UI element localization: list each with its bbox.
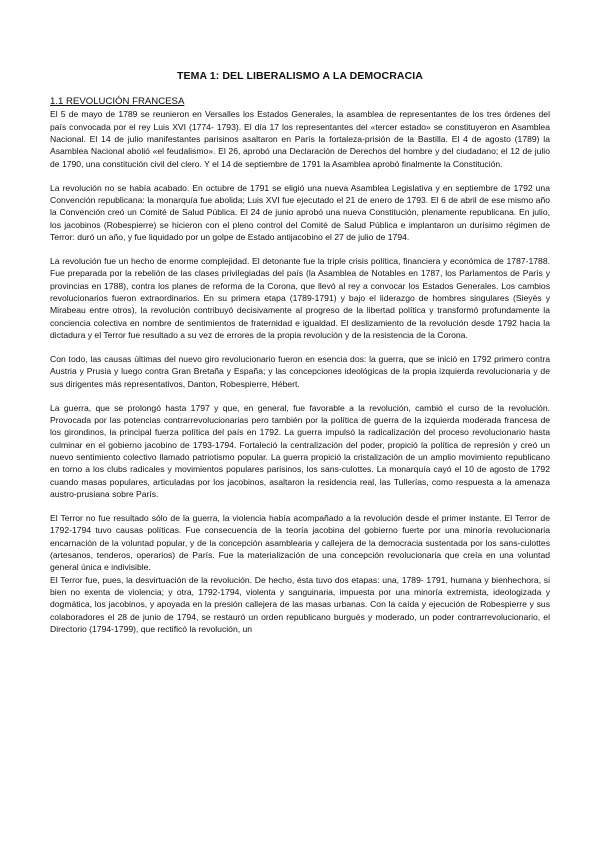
section-heading: 1.1 REVOLUCIÓN FRANCESA xyxy=(50,96,185,107)
paragraph-causas: Con todo, las causas últimas del nuevo giro revolucionario fueron en esencia dos: la guerra, que se inició en 1792 primero contra Austria y Prusia y luego contra Gran Bretaña y España; y las concepciones ideológicas de la propia izquierda revolucionaria y de sus dirigentes más representativos, Danton, Robespierre, Hébert. xyxy=(50,354,550,389)
paragraph-desvirtuacion: El Terror fue, pues, la desvirtuación de la revolución. De hecho, ésta tuvo dos etapas: una, 1789- 1791, humana y bienhechora, si bien no exenta de violencia; y otra, 1792-1794, violenta y sanguinaria, impuesta por una minoría extremista, ideologizada y dogmática, los jacobinos, y apoyada en la presión callejera de las masas urbanas. Con la caída y ejecución de Robespierre y sus colaboradores el 28 de junio de 1794, se restauró un orden republicano burgués y moderado, un poder contrarrevolucionario, el Directorio (1794-1799), que rectificó la revolución, un xyxy=(50,574,550,635)
paragraph-guerra: La guerra, que se prolongó hasta 1797 y que, en general, fue favorable a la revolución, cambió el curso de la revolución. Provocada por las potencias contrarrevolucionarias pero también por la política de guerra de la izquierda moderada francesa de los girondinos, la principal fuerza política del país en 1792. La guerra impulsó la radicalización del proceso revolucionario hasta culminar en el gobierno jacobino de 1793-1794. Fortaleció la centralización del poder, propició la política de represión y creó un nuevo sentimiento colectivo llamado patriotismo popular. La guerra propició la cristalización de un amplio movimiento republicano en torno a los clubs radicales y movimientos populares parisinos, los sans-culottes. La monarquía cayó el 10 de agosto de 1792 cuando masas populares, articuladas por los jacobinos, asaltaron la residencia real, las Tullerías, como respuesta a la amenaza austro-prusiana sobre París. xyxy=(50,402,550,500)
paragraph-convencion: La revolución no se había acabado. En octubre de 1791 se eligió una nueva Asamblea Legislativa y en septiembre de 1792 una Convención republicana: la monarquía fue abolida; Luis XVI fue ejecutado el 21 de enero de 1793. El 6 de abril de ese mismo año la Convención creó un Comité de Salud Pública. El 24 de junio aprobó una nueva Constitución, plenamente republicana. En julio, los jacobinos (Robespierre) se hicieron con el pleno control del Comité de Salud Pública e implantaron un durísimo régimen de Terror: duró un año, y fue liquidado por un golpe de Estado antijacobino el 27 de julio de 1794. xyxy=(50,182,550,243)
paragraph-estados-generales: El 5 de mayo de 1789 se reunieron en Versalles los Estados Generales, la asamblea de representantes de los tres órdenes del país convocada por el rey Luis XVI (1774- 1793). El día 17 los representantes del «tercer estado» se constituyeron en Asamblea Nacional. El 14 de julio manifestantes parisinos asaltaron en París la fortaleza-prisión de la Bastilla. El 4 de agosto (1789) la Asamblea Nacional abolió «el feudalismo». El 26, aprobó una Declaración de Derechos del hombre y del ciudadano; el 12 de julio de 1790, una constitución civil del clero. Y el 14 de septiembre de 1791 la Asamblea aprobó finalmente la Constitución. xyxy=(50,109,550,169)
page-title: TEMA 1: DEL LIBERALISMO A LA DEMOCRACIA xyxy=(177,70,423,82)
paragraph-complejidad: La revolución fue un hecho de enorme complejidad. El detonante fue la triple crisis política, financiera y económica de 1787-1788. Fue preparada por la rebelión de las clases privilegiadas del país (la Asamblea de Notables en 1787, los Parlamentos de París y provincias en 1788), contra los planes de reforma de la Corona, que llevó al rey a convocar los Estados Generales. Los cambios revolucionarios fueron extraordinarios. En su primera etapa (1789-1791) y bajo el liderazgo de hombres singulares (Sieyès y Mirabeau entre otros), la revolución contribuyó decisivamente al progreso de la libertad política y transformó profundamente la conciencia colectiva en nombre de sentimientos de fraternidad e igualdad. El deslizamiento de la revolución desde 1792 hacia la dictadura y el Terror fue resultado a su vez de errores de la propia revolución y de la resistencia de la Corona. xyxy=(50,256,550,341)
paragraph-terror: El Terror no fue resultado sólo de la guerra, la violencia había acompañado a la revolución desde el primer instante. El Terror de 1792-1794 tuvo causas políticas. Fue consecuencia de la teoría jacobina del gobierno fuerte por una minoría revolucionaria encarnación de la voluntad popular, y de la concepción asamblearia y callejera de la democracia sustentada por los sans-culottes (artesanos, tenderos, operarios) de París. Fue la materialización de una concepción revolucionaria que creía en una voluntad general única e indivisible. xyxy=(50,513,550,573)
